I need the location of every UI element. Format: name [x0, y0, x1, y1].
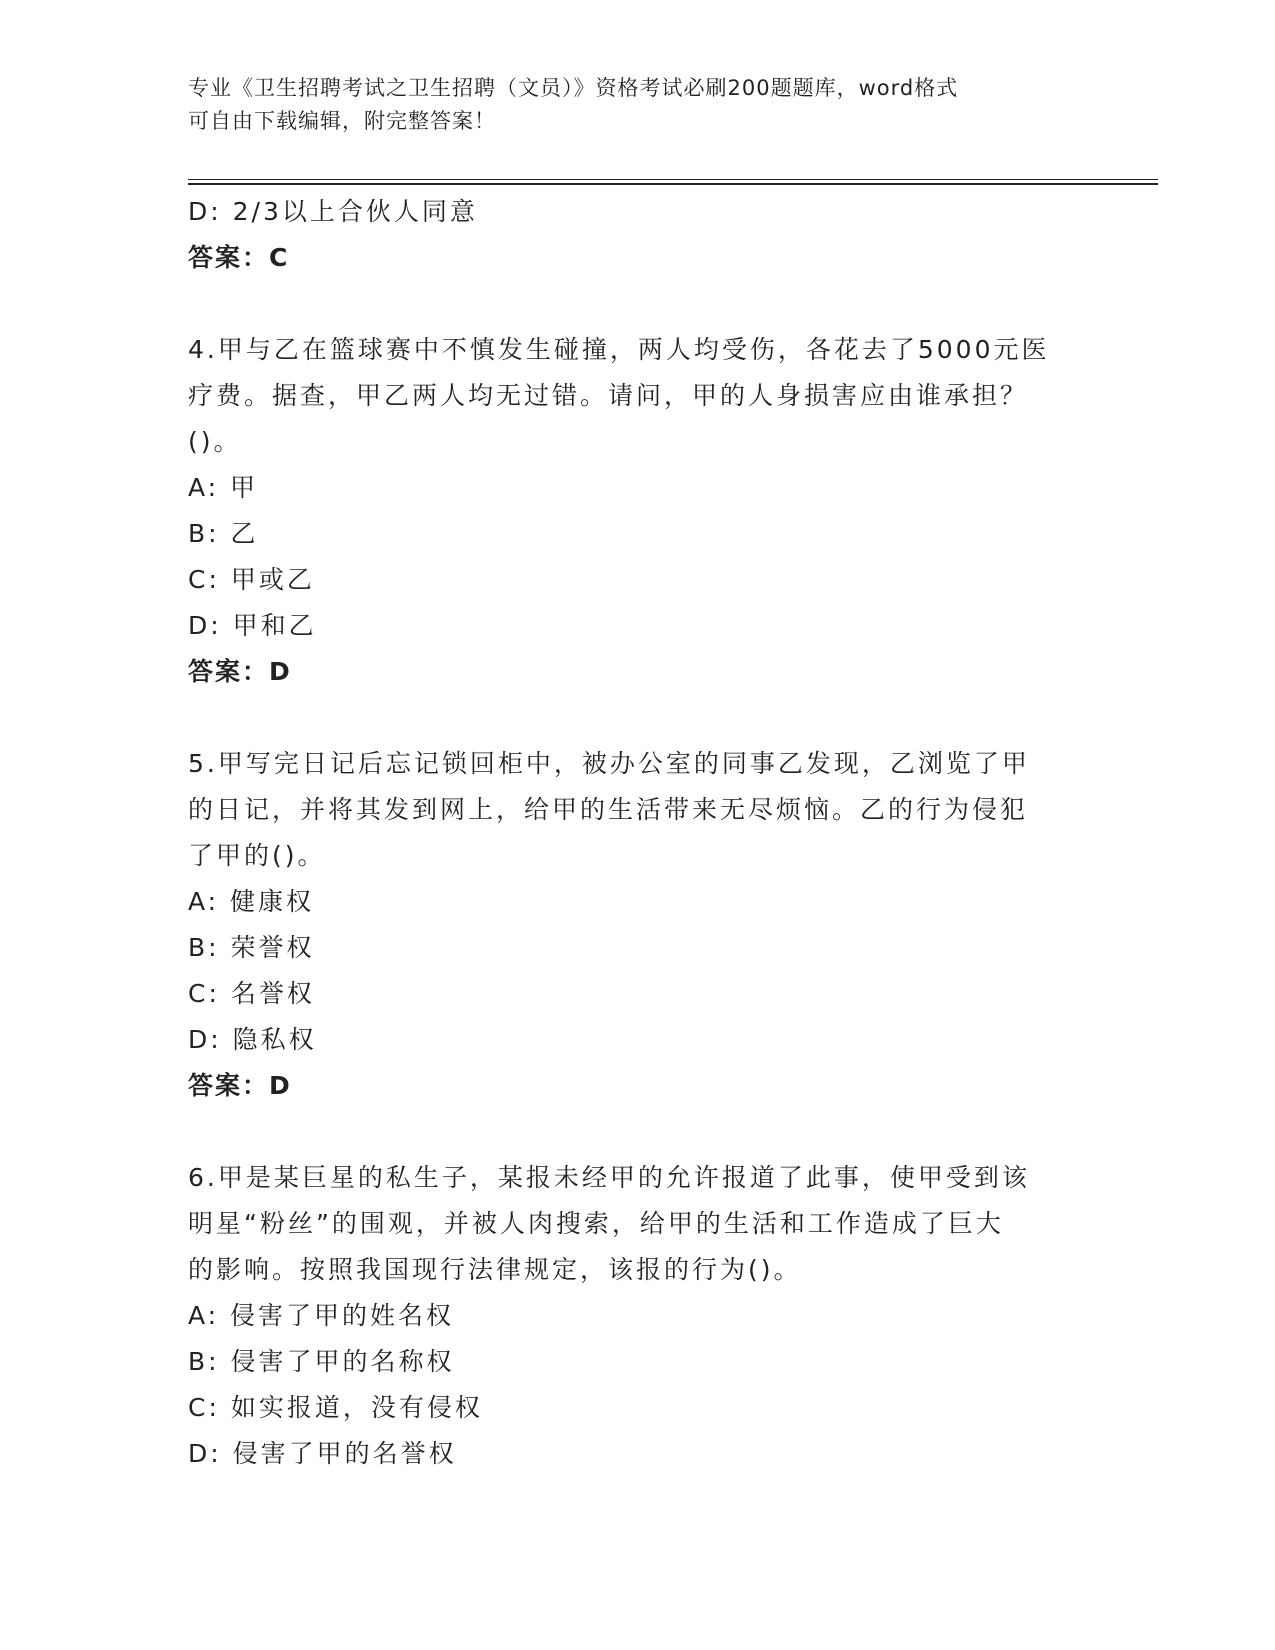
- option-b: B: 乙: [188, 519, 259, 548]
- question-4: [188, 327, 1088, 695]
- option-d: D: 隐私权: [188, 1025, 317, 1054]
- option-b: B: 侵害了甲的名称权: [188, 1347, 455, 1376]
- option-c: C: 名誉权: [188, 979, 315, 1008]
- question-line: 疗费。据查，甲乙两人均无过错。请问，甲的人身损害应由谁承担？: [188, 381, 1029, 410]
- previous-question-tail: [188, 189, 1088, 281]
- option-a: A: 侵害了甲的姓名权: [188, 1301, 455, 1330]
- option-d: D: 2/3以上合伙人同意: [188, 197, 478, 226]
- question-line: 5.甲写完日记后忘记锁回柜中，被办公室的同事乙发现，乙浏览了甲: [188, 749, 1030, 778]
- answer-line: 答案：D: [188, 1071, 292, 1100]
- question-line: 的影响。按照我国现行法律规定，该报的行为()。: [188, 1255, 802, 1284]
- option-d: D: 甲和乙: [188, 611, 317, 640]
- document-body: [188, 189, 1088, 1477]
- option-a: A: 健康权: [188, 887, 315, 916]
- option-b: B: 荣誉权: [188, 933, 315, 962]
- question-text: [188, 327, 1088, 465]
- question-line: ()。: [188, 427, 242, 456]
- question-text: [188, 741, 1088, 879]
- page-header: [188, 72, 1068, 138]
- option-d: D: 侵害了甲的名誉权: [188, 1439, 457, 1468]
- header-divider: [188, 179, 1158, 185]
- option-c: C: 甲或乙: [188, 565, 315, 594]
- answer-line: 答案：D: [188, 657, 292, 686]
- question-line: 的日记，并将其发到网上，给甲的生活带来无尽烦恼。乙的行为侵犯: [188, 795, 1029, 824]
- question-line: 明星“粉丝”的围观，并被人肉搜索，给甲的生活和工作造成了巨大: [188, 1209, 1004, 1238]
- question-line: 4.甲与乙在篮球赛中不慎发生碰撞，两人均受伤，各花去了5000元医: [188, 335, 1050, 364]
- question-line: 了甲的()。: [188, 841, 326, 870]
- option-a: A: 甲: [188, 473, 259, 502]
- question-6: [188, 1155, 1088, 1477]
- header-line-2: 可自由下载编辑，附完整答案！: [188, 109, 496, 133]
- question-5: [188, 741, 1088, 1109]
- question-line: 6.甲是某巨星的私生子，某报未经甲的允许报道了此事，使甲受到该: [188, 1163, 1030, 1192]
- question-text: [188, 1155, 1088, 1293]
- option-c: C: 如实报道，没有侵权: [188, 1393, 483, 1422]
- header-line-1: 专业《卫生招聘考试之卫生招聘（文员）》资格考试必刷200题题库，word格式: [188, 76, 959, 100]
- answer-line: 答案：C: [188, 243, 290, 272]
